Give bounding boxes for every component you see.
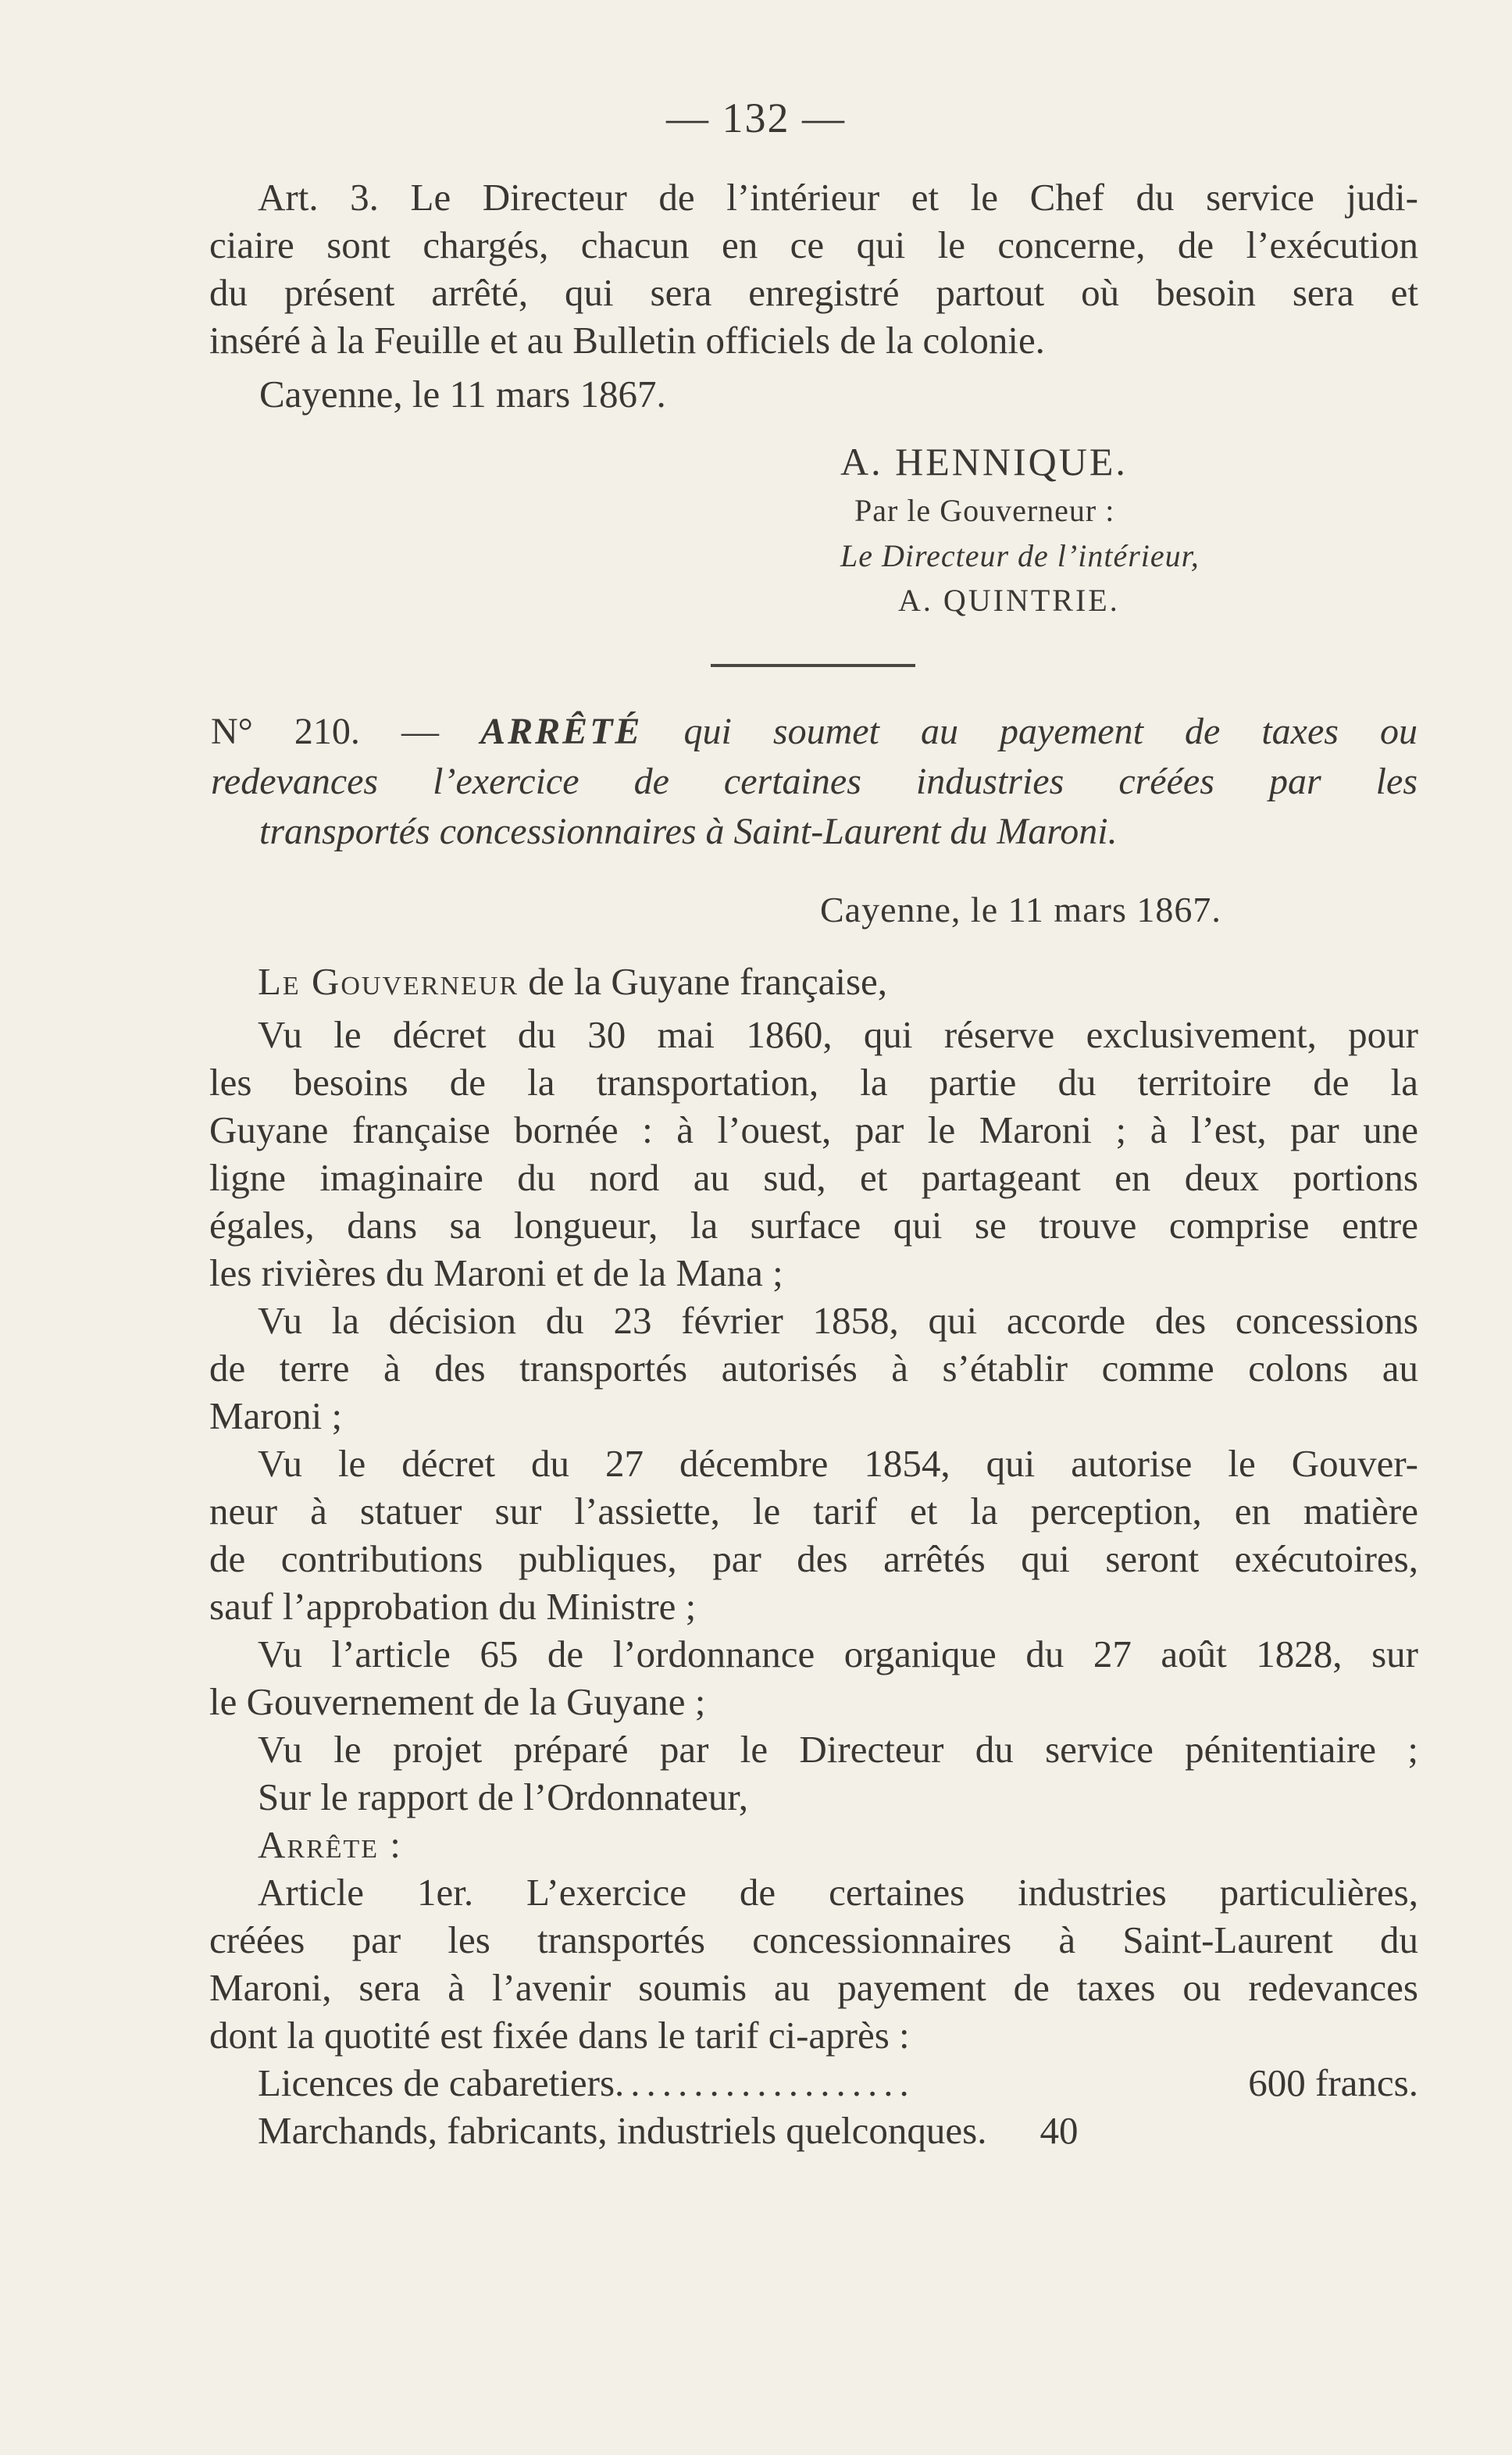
- text-line: égales, dans sa longueur, la surface qui se trouve comprise entre: [209, 1204, 1418, 1247]
- text-line: ligne imaginaire du nord au sud, et partageant en deux portions: [209, 1156, 1418, 1199]
- text-line: dont la quotité est fixée dans le tarif ci-après :: [209, 2014, 910, 2057]
- decree-title-rest: qui soumet au payement de taxes ou: [683, 711, 1418, 752]
- text-line: sauf l’approbation du Ministre ;: [209, 1585, 697, 1628]
- heading-line: [211, 707, 1418, 757]
- article-3-paragraph: [209, 173, 1418, 364]
- text-line: de terre à des transportés autorisés à s’établir comme colons au: [209, 1347, 1418, 1390]
- text-line: Article 1er. L’exercice de certaines industries particulières,: [258, 1871, 1418, 1914]
- text-line: neur à statuer sur l’assiette, le tarif et la perception, en matière: [209, 1490, 1418, 1533]
- governor-line: [209, 958, 1418, 1005]
- text-line: Maroni ;: [209, 1394, 343, 1437]
- arrete-label-block: [209, 1821, 1418, 1868]
- decree-title-word: ARRÊTÉ: [480, 711, 643, 752]
- text-line: Vu le décret du 27 décembre 1854, qui autorise le Gouver-: [258, 1442, 1418, 1485]
- text-line: inséré à la Feuille et au Bulletin officiels de la colonie.: [209, 319, 1045, 362]
- decree-number: N° 210. —: [211, 711, 439, 752]
- consideration-ordonnance-1828: [209, 1630, 1418, 1725]
- tariff-label: Licences de cabaretiers: [258, 2061, 615, 2104]
- consideration-decision-1858: [209, 1297, 1418, 1440]
- consideration-decret-1860: [209, 1011, 1418, 1297]
- page-number: — 132 —: [666, 95, 846, 141]
- signature-directeur-interieur: Le Directeur de l’intérieur,: [840, 538, 1200, 573]
- text-line: de contributions publiques, par des arrêtés qui seront exécutoires,: [209, 1537, 1418, 1580]
- consideration-rapport: [209, 1773, 1418, 1821]
- consideration-projet: [209, 1725, 1418, 1773]
- decree-heading: [211, 707, 1418, 857]
- signature-par-le-gouverneur: Par le Gouverneur :: [854, 493, 1115, 528]
- heading-line: redevances l’exercice de certaines industries créées par les: [211, 761, 1418, 802]
- consideration-decret-1854: [209, 1440, 1418, 1630]
- governor-label: Le Gouverneur: [258, 960, 519, 1003]
- heading-line: transportés concessionnaires à Saint-Laurent du Maroni.: [259, 811, 1118, 852]
- article-1-paragraph: [209, 1868, 1418, 2059]
- decree-date: Cayenne, le 11 mars 1867.: [820, 890, 1221, 930]
- tariff-leader-dots: .: [977, 2109, 993, 2152]
- signature-quintrie: A. QUINTRIE.: [898, 583, 1120, 618]
- text-line: ciaire sont chargés, chacun en ce qui le concerne, de l’exécution: [209, 223, 1418, 266]
- tariff-row: [209, 2059, 1418, 2107]
- tariff-value: 40: [1040, 2109, 1079, 2152]
- arrete-label: Arrête :: [258, 1823, 402, 1866]
- arrete-date: Cayenne, le 11 mars 1867.: [259, 373, 666, 416]
- tariff-leader-dots: ...................: [615, 2061, 915, 2104]
- text-line: les rivières du Maroni et de la Mana ;: [209, 1251, 783, 1294]
- text-line: les besoins de la transportation, la partie du territoire de la: [209, 1061, 1418, 1104]
- tariff-list: [209, 2059, 1418, 2154]
- text-line: Maroni, sera à l’avenir soumis au payement de taxes ou redevances: [209, 1966, 1418, 2009]
- text-line: Guyane française bornée : à l’ouest, par le Maroni ; à l’est, par une: [209, 1108, 1418, 1151]
- text-line: Vu le projet préparé par le Directeur du service pénitentiaire ;: [258, 1728, 1418, 1771]
- text-line: du présent arrêté, qui sera enregistré partout où besoin sera et: [209, 271, 1418, 314]
- section-separator: [711, 664, 915, 667]
- text-line: créées par les transportés concessionnaires à Saint-Laurent du: [209, 1918, 1418, 1961]
- text-line: le Gouvernement de la Guyane ;: [209, 1680, 706, 1723]
- tariff-label: Marchands, fabricants, industriels quelconques: [258, 2109, 978, 2152]
- text-line: Vu l’article 65 de l’ordonnance organique du 27 août 1828, sur: [258, 1633, 1418, 1675]
- text-line: Art. 3. Le Directeur de l’intérieur et le Chef du service judi-: [258, 176, 1418, 219]
- tariff-value: 600 francs.: [1248, 2061, 1418, 2104]
- text-line: Vu le décret du 30 mai 1860, qui réserve exclusivement, pour: [258, 1013, 1418, 1056]
- tariff-row: [209, 2107, 1418, 2154]
- text-line: [209, 958, 1418, 1005]
- signature-hennique: A. HENNIQUE.: [840, 440, 1128, 484]
- governor-rest: de la Guyane française,: [528, 960, 888, 1003]
- decree-body: [209, 1011, 1418, 2154]
- text-line: Vu la décision du 23 février 1858, qui accorde des concessions: [258, 1299, 1418, 1342]
- text-line: Sur le rapport de l’Ordonnateur,: [258, 1775, 749, 1818]
